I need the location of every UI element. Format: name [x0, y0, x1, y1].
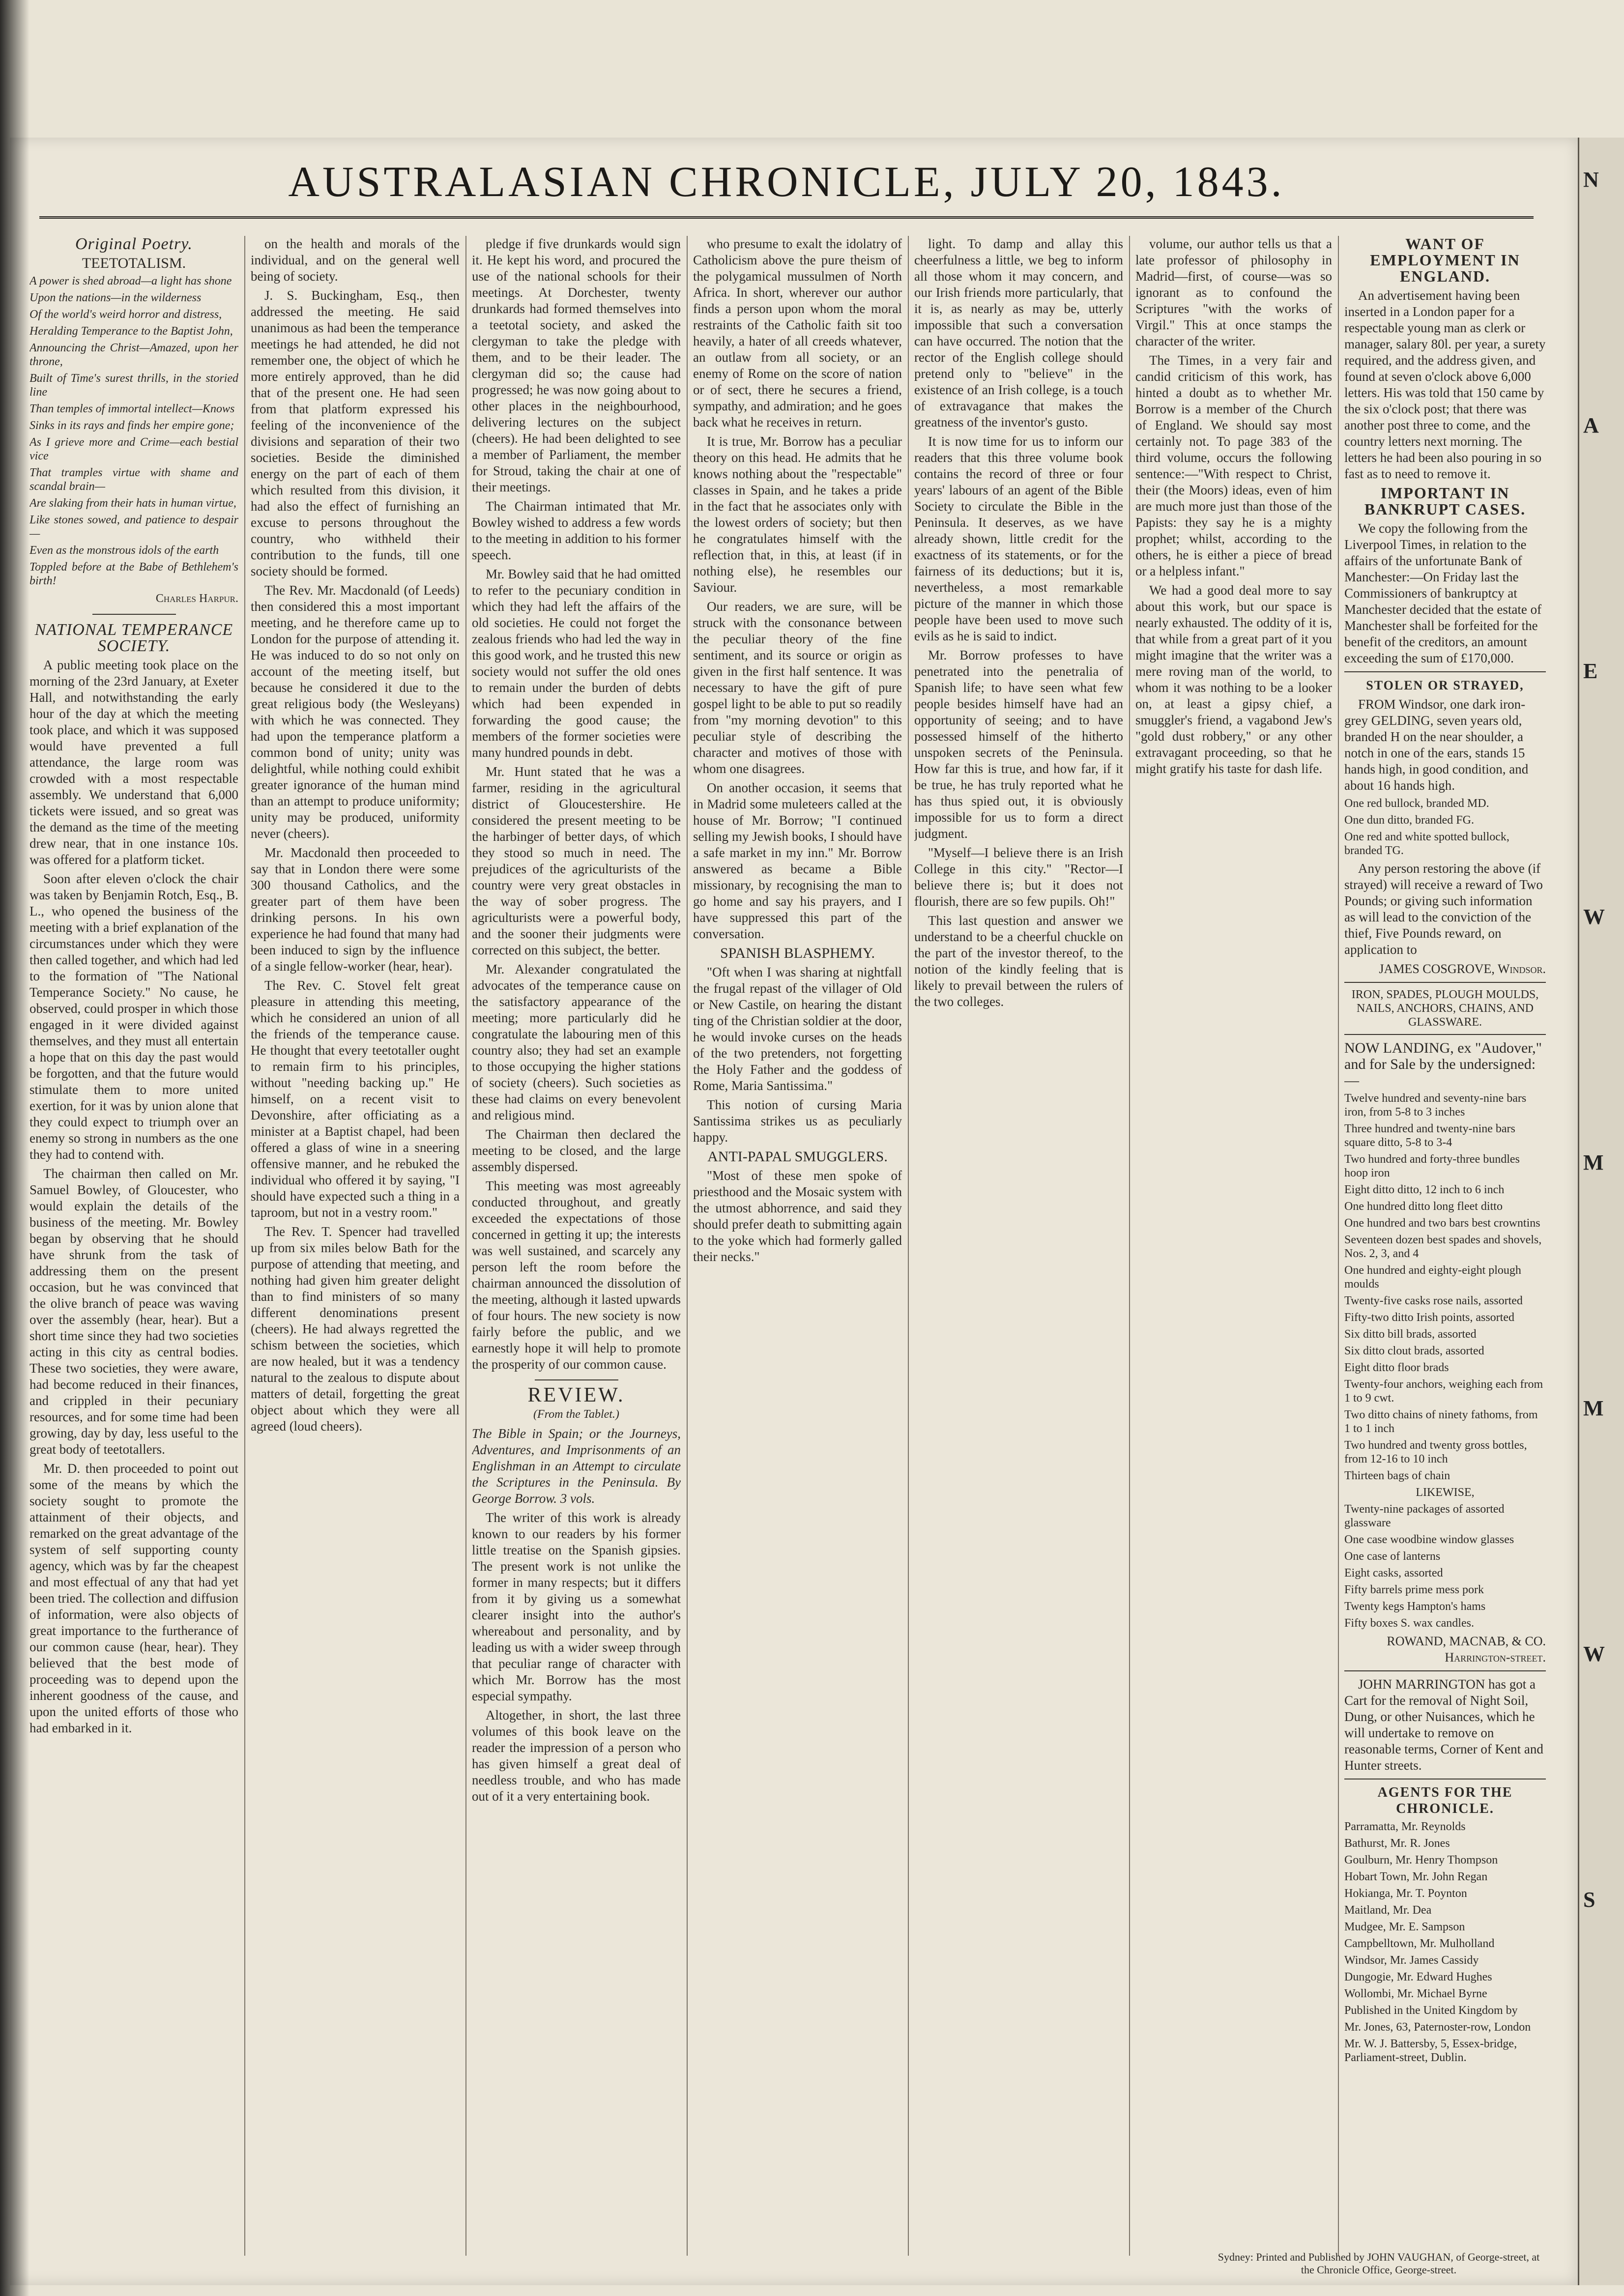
paragraph: on the health and morals of the individual, and on the general well being of society. [251, 236, 460, 284]
paragraph: "Oft when I was sharing at nightfall the frugal repast of the villager of Old or New Castile, on hearing the distant ting of the Christian soldier at the door, he would invoke curses on the heads of the two pretenders, not forgetting the Holy Father and the goddess of Rome, Maria Santissima." [693, 965, 902, 1093]
paragraph: This notion of cursing Maria Santissima strikes us as peculiarly happy. [693, 1097, 902, 1145]
blasphemy-heading: SPANISH BLASPHEMY. [720, 945, 875, 961]
paragraph: who presume to exalt the idolatry of Catholicism above the pure theism of the polygamical mussulmen of North Africa. In short, wherever our author finds a person upon whom the moral restraints of the Catholic faith sit too heavily, a hater of all creeds whatever, an outlaw from all society, or an enemy of Rome on the score of nation or of sect, there he secures a friend, sympathy, and admiration; and he goes back what he receives in return. [693, 236, 902, 430]
paragraph: Soon after eleven o'clock the chair was taken by Benjamin Rotch, Esq., B. L., who opened the business of the meeting with a brief explanation of the circumstances under which they were then called together, and which had led to the formation of "The National Temperance Society." No cause, he observed, could prosper in which those engaged in it were divided against themselves, and they must all entertain a hope that on this day the past would be forgotten, and that the future would stimulate them to more united exertion, for it was by union alone that they could expect to triumph over an enemy so strong in numbers as the one they had to contend with. [29, 871, 238, 1162]
paragraph: One hundred and two bars best crowntins [1344, 1217, 1540, 1230]
stolen-reward: Any person restoring the above (if strayed) will receive a reward of Two Pounds; or giving such information as will lead to the conviction of the thief, Five Pounds reward, on application to [1344, 861, 1543, 957]
agents-heading: AGENTS FOR THE CHRONICLE. [1377, 1785, 1513, 1816]
paragraph: The Chairman intimated that Mr. Bowley wished to address a few words to the meeting in addition to his former speech. [472, 499, 681, 562]
column-5 [914, 236, 1123, 2256]
paragraph: Eight ditto ditto, 12 inch to 6 inch [1344, 1183, 1505, 1196]
paragraph: Of the world's weird horror and distress, [29, 308, 222, 321]
column-3-body [472, 236, 681, 1373]
adjacent-page-letter: W [1583, 905, 1605, 929]
paragraph: volume, our author tells us that a late professor of philosophy in Madrid—first, of course—was so ignorant as to confound the Scriptures "with the works of Virgil." This at once stamps the character of the writer. [1135, 236, 1332, 348]
column-6 [1135, 236, 1332, 2256]
paragraph: Mr. Jones, 63, Paternoster-row, London [1344, 2021, 1531, 2034]
landing-glass-items [1344, 1502, 1546, 1630]
columns [29, 236, 1548, 2256]
paragraph: Eight ditto floor brads [1344, 1361, 1449, 1374]
review-source: (From the Tablet.) [533, 1408, 619, 1421]
paragraph: light. To damp and allay this cheerfulness a little, we beg to inform all those whom it may concern, and our Irish friends more particularly, that it is, as nearly as may be, utterly impossible that such a conversation can have occurred. The notion that the rector of the English college should pretend only to "believe" in the existence of an Irish college, is a touch of extravagance that makes the greatness of the inventor's gusto. [914, 236, 1123, 430]
column-rule [1129, 236, 1130, 2256]
paragraph: Mr. Borrow professes to have penetrated into the penetralia of Spanish life; to have seen what few people besides himself have had an opportunity of seeing; and to have possessed himself of the hitherto unspoken secrets of the Peninsula. How far this is true, and how far, if it be true, he has truly reported what he has thus spied out, it is obviously impossible for us to form a direct judgment. [914, 648, 1123, 841]
society-heading: NATIONAL TEMPERANCE SOCIETY. [34, 621, 233, 655]
poetry-heading: Original Poetry. [75, 236, 193, 253]
paragraph: Like stones sowed, and patience to despair— [29, 514, 238, 540]
paragraph: Hobart Town, Mr. John Regan [1344, 1870, 1488, 1883]
landing-likewise: LIKEWISE, [1416, 1486, 1475, 1499]
poem [29, 274, 238, 588]
paragraph: Built of Time's surest thrills, in the storied line [29, 372, 238, 399]
paragraph: On another occasion, it seems that in Madrid some muleteers called at the house of Mr. Borrow; "I continued selling my Jewish books, I should have a safe market in my inn." Mr. Borrow answered as became a Bible missionary, by recognising the man to go home and say his prayers, and I have suppressed this part of the conversation. [693, 780, 902, 941]
paragraph: Mr. Hunt stated that he was a farmer, residing in the agricultural district of Gloucestershire. He considered the present meeting to be the harbinger of better days, of which they stood so much in need. The prejudices of the agriculturists of the country were very great obstacles in the way of sober progress. The agriculturists were a powerful body, and the sooner their judgments were corrected on this subject, the better. [472, 764, 681, 957]
paragraph: Thirteen bags of chain [1344, 1469, 1450, 1482]
column-5-body [914, 236, 1123, 1010]
want-text: An advertisement having been inserted in a London paper for a respectable young man as clerk or manager, salary 80l. per year, a surety required, and the address given, and found at seven o'clock above 6,000 letters. His was told that 150 came by the six o'clock post; that there was another post three to come, and the country letters next morning. The letters he had been also pouring in so fast as to need to remove it. [1344, 288, 1546, 481]
paragraph: Dungogie, Mr. Edward Hughes [1344, 1971, 1492, 1983]
stolen-heading: STOLEN OR STRAYED, [1366, 678, 1524, 692]
column-rule [908, 236, 909, 2256]
paragraph: The Times, in a very fair and candid criticism of this work, has hinted a doubt as to whether Mr. Borrow is a member of the Church of England. We should say most certainly not. To page 383 of the third volume, occurs the following sentence:—"With respect to Christ, their (the Moors) ideas, even of him are much more just than those of the Papists: they say he is a mighty prophet; whilst, according to the others, he is either a piece of bread or a helpless infant." [1135, 353, 1332, 578]
column-7-ads [1344, 236, 1546, 2256]
paragraph: This last question and answer we understand to be a cheerful chuckle on the part of the investor thereof, to the notion of the kindly feeling that is likely to prevail between the rulers of the two colleges. [914, 913, 1123, 1009]
paragraph: Fifty barrels prime mess pork [1344, 1583, 1484, 1596]
column-6-body [1135, 236, 1332, 777]
paragraph: Toppled before at the Babe of Bethlehem's birth! [29, 561, 238, 587]
paragraph: Two hundred and twenty gross bottles, from 12-16 to 10 inch [1344, 1439, 1527, 1465]
paragraph: Eight casks, assorted [1344, 1567, 1443, 1579]
paragraph: Goulburn, Mr. Henry Thompson [1344, 1854, 1498, 1866]
want-heading: WANT OF EMPLOYMENT IN ENGLAND. [1370, 236, 1520, 285]
landing-sign: ROWAND, MACNAB, & CO. Harrington-street. [1387, 1634, 1546, 1665]
paragraph: That tramples virtue with shame and scandal brain— [29, 466, 238, 493]
paragraph: Twenty kegs Hampton's hams [1344, 1600, 1486, 1613]
newspaper-page [10, 138, 1578, 2285]
paragraph: The Rev. T. Spencer had travelled up from six miles below Bath for the purpose of attending that meeting, and nothing had given him greater delight than to find ministers of so many different denominations present (cheers). He had always regretted the schism between the societies, which are now healed, but it was a tendency natural to the zealous to dispute about matters of detail, forgetting the great object about which they were all agreed (loud cheers). [251, 1224, 460, 1434]
poem-title: TEETOTALISM. [82, 255, 186, 271]
paragraph: Mr. D. then proceeded to point out some of the means by which the society sought to promote the attainment of their objects, and remarked on the great advantage of the system of self supporting county agency, which was by far the cheapest and most effectual of any that had yet been tried. The collection and diffusion of information, were also objects of great importance to the furtherance of our common cause (hear, hear). They believed that the best mode of proceeding was to depend upon the inherent goodness of the cause, and upon the united efforts of those who had embarked in it. [29, 1461, 238, 1735]
paragraph: Upon the nations—in the wilderness [29, 291, 202, 304]
paragraph: Seventeen dozen best spades and shovels, Nos. 2, 3, and 4 [1344, 1234, 1542, 1260]
paragraph: Mr. W. J. Battersby, 5, Essex-bridge, Parliament-street, Dublin. [1344, 2038, 1517, 2064]
paragraph: Published in the United Kingdom by [1344, 2004, 1518, 2017]
masthead: AUSTRALASIAN CHRONICLE, JULY 20, 1843. [288, 158, 1285, 206]
paragraph: Six ditto clout brads, assorted [1344, 1345, 1484, 1357]
paragraph: "Myself—I believe there is an Irish College in this city." "Rector—I believe there is; but it does not flourish, there are so few pupils. Oh!" [914, 845, 1123, 909]
adjacent-page-letter: E [1583, 659, 1598, 683]
agents-list [1344, 1820, 1546, 2065]
column-4-body [693, 236, 902, 942]
column-rule [1338, 236, 1339, 2256]
paragraph: One hundred and eighty-eight plough moulds [1344, 1264, 1521, 1291]
iron-heading: IRON, SPADES, PLOUGH MOULDS, NAILS, ANCHORS, CHAINS, AND GLASSWARE. [1351, 988, 1539, 1029]
divider [92, 614, 176, 615]
paragraph: Altogether, in short, the last three volumes of this book leave on the reader the impression of a person who has given himself a great deal of needless trouble, and who has made out of it a very entertaining book. [472, 1708, 681, 1804]
paragraph: Mr. Macdonald then proceeded to say that in London there were some 300 thousand Catholics, and the greater part of them have been drinking persons. In his own experience he had found that many had been induced to sign by the influence of a single fellow-worker (hear, hear). [251, 845, 460, 974]
paragraph: Three hundred and twenty-nine bars square ditto, 5-8 to 3-4 [1344, 1122, 1515, 1149]
column-rule [244, 236, 245, 2256]
column-4 [693, 236, 902, 2256]
bankrupt-text: We copy the following from the Liverpool Times, in relation to the affairs of the unfortunate Bank of Manchester:—On Friday last the Commissioners of bankruptcy at Manchester decided that the estate of Manchester shall be forfeited for the benefit of the creditors, an amount exceeding the sum of £170,000. [1344, 521, 1542, 665]
column-2 [251, 236, 460, 2256]
paragraph: Our readers, we are sure, will be struck with the consonance between the peculiar theory of the fine sentiment, and its source or origin as given in the first half sentence. It was necessary to have the gift of pure gospel light to be able to put so readily from "my morning devotion" to this peculiar style of describing the character and motives of those with whom one disagrees. [693, 599, 902, 776]
paragraph: We had a good deal more to say about this work, but our space is nearly exhausted. The oddity of it is, that while from a great part of it you might imagine that the writer was a mere roving man of the world, to whom it was nothing to be a looker on, at least a gipsy chief, a smuggler's friend, a vagabond Jew's "gold dust robbery," or any other extravagant proceeding, so that he might gratify his taste for dash life. [1135, 583, 1332, 776]
paragraph: Fifty-two ditto Irish points, assorted [1344, 1311, 1514, 1324]
divider [535, 1379, 618, 1380]
poem-signature: Charles Harpur. [155, 592, 238, 605]
paragraph: Announcing the Christ—Amazed, upon her throne, [29, 342, 238, 368]
paragraph: "Most of these men spoke of priesthood and the Mosaic system with the utmost abhorrence, and said they should prefer death to submitting again to the yoke which had formerly galled their necks." [693, 1168, 902, 1264]
review-body [472, 1510, 681, 1805]
landing-items [1344, 1091, 1546, 1483]
paragraph: Twenty-nine packages of assorted glassware [1344, 1503, 1505, 1529]
review-title: The Bible in Spain; or the Journeys, Adventures, and Imprisonments of an Englishman in an Attempt to circulate the Scriptures in the Peninsula. By George Borrow. 3 vols. [472, 1426, 681, 1506]
paragraph: Mudgee, Mr. E. Sampson [1344, 1921, 1465, 1933]
paragraph: Maitland, Mr. Dea [1344, 1904, 1432, 1917]
paragraph: Even as the monstrous idols of the earth [29, 544, 219, 557]
masthead-rule [39, 216, 1534, 219]
paragraph: Bathurst, Mr. R. Jones [1344, 1837, 1450, 1850]
paragraph: Mr. Bowley said that he had omitted to refer to the pecuniary condition in which they had left the affairs of the old societies. He could not forget the zealous friends who had led the way in this good work, and he trusted this new society would not suffer the old ones to remain under the burden of debts which had been expended in forwarding the good cause; the members of the former societies were many hundred pounds in debt. [472, 567, 681, 760]
paragraph: Hokianga, Mr. T. Poynton [1344, 1887, 1467, 1900]
paragraph: As I grieve more and Crime—each bestial vice [29, 436, 238, 462]
paragraph: The Rev. Mr. Macdonald (of Leeds) then considered this a most important meeting, and he therefore came up to London for the purpose of attending it. He was induced to do so not only on account of the meeting itself, but because he considered it due to the great religious body (the Wesleyans) with which he was connected. They had upon the temperance platform a common bond of unity; unity was delightful, while nothing could exhibit greater ignorance of the human mind than an attempt to produce uniformity; unity may be produced, uniformity never (cheers). [251, 583, 460, 841]
paragraph: Two ditto chains of ninety fathoms, from 1 to 1 inch [1344, 1408, 1538, 1435]
adjacent-page-letter: N [1583, 168, 1599, 192]
adjacent-page-letter: M [1583, 1150, 1604, 1175]
adjacent-page-edge [1578, 138, 1624, 2285]
paragraph: Parramatta, Mr. Reynolds [1344, 1820, 1466, 1833]
paragraph: One red bullock, branded MD. [1344, 797, 1489, 810]
paragraph: pledge if five drunkards would sign it. He kept his word, and procured the use of the national schools for their meetings. At Dorchester, twenty drunkards had formed themselves into a teetotal society, and asked the clergyman to take the pledge with them, and to be their leader. The clergyman did so; the cause had progressed; he was now going about to other places in the neighbourhood, delivering lectures on the subject (cheers). He had been delighted to see a member of Parliament, the member for Stroud, taking the chair at one of their meetings. [472, 236, 681, 494]
paragraph: One dun ditto, branded FG. [1344, 814, 1474, 827]
paragraph: Wollombi, Mr. Michael Byrne [1344, 1987, 1487, 2000]
paragraph: It is true, Mr. Borrow has a peculiar theory on this head. He admits that he knows nothing about the "respectable" classes in Spain, and he takes a pride in the fact that he associates only with the lowest orders of society; but then he congratulates himself with the reflection that, in this, at least (if in nothing else), he resembles our Saviour. [693, 434, 902, 595]
adjacent-page-letter: S [1583, 1888, 1595, 1912]
ad-divider [1344, 671, 1546, 672]
column-rule [687, 236, 688, 2256]
paragraph: Sinks in its rays and finds her empire gone; [29, 419, 234, 432]
paragraph: One case of lanterns [1344, 1550, 1441, 1563]
paragraph: A power is shed abroad—a light has shone [29, 275, 232, 287]
paragraph: One hundred ditto long fleet ditto [1344, 1200, 1503, 1213]
paragraph: Heralding Temperance to the Baptist John, [29, 325, 233, 338]
paragraph: The Chairman then declared the meeting to be closed, and the large assembly dispersed. [472, 1127, 681, 1174]
paragraph: Two hundred and forty-three bundles hoop iron [1344, 1153, 1520, 1179]
column-3 [472, 236, 681, 2256]
review-heading: REVIEW. [527, 1384, 625, 1406]
paragraph: Twenty-four anchors, weighing each from 1 to 9 cwt. [1344, 1378, 1543, 1405]
marrington-text: JOHN MARRINGTON has got a Cart for the removal of Night Soil, Dung, or other Nuisances, which he will undertake to remove on reasonable terms, Corner of Kent and Hunter streets. [1344, 1677, 1543, 1773]
smugglers-heading: ANTI-PAPAL SMUGGLERS. [707, 1148, 888, 1165]
paragraph: Twelve hundred and seventy-nine bars iron, from 5-8 to 3 inches [1344, 1092, 1527, 1119]
column-rule [465, 236, 466, 2256]
adjacent-page-letter: W [1583, 1642, 1605, 1666]
paragraph: Windsor, Mr. James Cassidy [1344, 1954, 1479, 1967]
stolen-items [1344, 797, 1546, 858]
paragraph: Six ditto bill brads, assorted [1344, 1328, 1477, 1341]
paragraph: The chairman then called on Mr. Samuel Bowley, of Gloucester, who would explain the details of the business of the meeting. Mr. Bowley began by observing that he should have shrunk from the task of addressing them on the present occasion, but he was convinced that the olive branch of peace was waving over the assembly (hear, hear). But a short time since they had two societies acting in this city as central bodies. These two societies, they were aware, had become reduced in their finances, and crippled in their pecuniary resources, and for some time had been growing, day by day, less useful to the great body of teetotallers. [29, 1166, 238, 1457]
paragraph: J. S. Buckingham, Esq., then addressed the meeting. He said unanimous as had been the temperance meetings he had attended, he did not remember one, the object of which he more entirely approved, than he did that of the present one. He had seen from that platform expressed his feeling of the inconvenience of the divisions and separation of their two societies. Beside the diminished energy on the part of each of them which resulted from this division, it had also the effect of furnishing an excuse to persons throughout the country, who withheld their contribution to the funds, till one society should be formed. [251, 288, 460, 578]
paragraph: It is now time for us to inform our readers that this three volume book contains the record of three or four years' labours of an agent of the Bible Society to circulate the Bible in the Peninsula. It deserves, as we have already shown, little credit for the exactness of its statements, or for the fairness of its deductions; but it is, nevertheless, a most remarkable picture of the manner in which those people have been used to move such evils as he is said to indict. [914, 434, 1123, 643]
adjacent-page-letter: M [1583, 1396, 1604, 1420]
column-2-body [251, 236, 460, 1435]
paragraph: The Rev. C. Stovel felt great pleasure in attending this meeting, which he considered an union of all the friends of the temperance cause. He thought that every teetotaller ought to remain firm to his principles, without "needing backing up." He himself, on a recent visit to Devonshire, after officiating as a minister at a Baptist chapel, had been offered a glass of wine in a sneering offensive manner, and he rebuked the individual who offered it by saying, "I should have expected such a thing in a taproom, but not in a vestry room." [251, 978, 460, 1220]
paragraph: Twenty-five casks rose nails, assorted [1344, 1294, 1523, 1307]
bankrupt-heading: IMPORTANT IN BANKRUPT CASES. [1364, 484, 1526, 518]
ad-divider [1344, 982, 1546, 983]
stolen-sign: JAMES COSGROVE, Windsor. [1379, 962, 1546, 976]
paragraph: Campbelltown, Mr. Mulholland [1344, 1937, 1495, 1950]
paragraph: This meeting was most agreeably conducted throughout, and greatly exceeded the expectations of those concerned in getting it up; the interests was well sustained, and scarcely any person left the room before the chairman announced the dissolution of the meeting, although it lasted upwards of four hours. The new society is now fairly before the public, and we earnestly hope it will help to promote the prosperity of our common cause. [472, 1178, 681, 1372]
ad-divider [1344, 1034, 1546, 1035]
adjacent-page-letter: A [1583, 413, 1599, 437]
paragraph: Fifty boxes S. wax candles. [1344, 1617, 1474, 1630]
paragraph: One red and white spotted bullock, branded TG. [1344, 831, 1509, 857]
column-1 [29, 236, 238, 2256]
paragraph: Mr. Alexander congratulated the advocates of the temperance cause on the satisfactory appearance of the meeting; more particularly did he congratulate the labouring men of this country also; they had set an example to those occupying the higher stations of society (cheers). Such societies as these had claims on every benevolent and religious mind. [472, 962, 681, 1122]
paragraph: Than temples of immortal intellect—Knows [29, 402, 235, 415]
column-1-body [29, 657, 238, 1736]
paragraph: A public meeting took place on the morning of the 23rd January, at Exeter Hall, and notwithstanding the early hour of the day at which the meeting took place, and which it was supposed would have prevented a full attendance, the large room was crowded with a most respectable assembly. We understand that 6,000 tickets were issued, and so great was the demand as the time of the meeting drew near, that in one instance 10s. was offered for a platform ticket. [29, 658, 238, 867]
stolen-text: FROM Windsor, one dark iron-grey GELDING, seven years old, branded H on the near shoulder, a notch in one of the ears, stands 15 hands high, in good condition, and about 16 hands high. [1344, 697, 1529, 793]
imprint: Sydney: Printed and Published by JOHN VAUGHAN, of George-street, at the Chronicle Office, George-street. [1218, 2251, 1540, 2276]
landing-heading: NOW LANDING, ex "Audover," and for Sale by the undersigned:— [1344, 1040, 1542, 1089]
binding-shadow [0, 0, 29, 2296]
paragraph: The writer of this work is already known to our readers by his former little treatise on the Spanish gipsies. The present work is not unlike the former in many respects; but it differs from it by giving us a somewhat clearer insight into the author's whereabout and personality, and by leading us with a wider sweep through that peculiar range of character with which Mr. Borrow has the most especial sympathy. [472, 1510, 681, 1703]
paragraph: Are slaking from their hats in human virtue, [29, 497, 236, 510]
paragraph: One case woodbine window glasses [1344, 1533, 1514, 1546]
blasphemy-body [693, 964, 902, 1146]
smugglers-body [693, 1168, 902, 1265]
ad-divider [1344, 1670, 1546, 1671]
